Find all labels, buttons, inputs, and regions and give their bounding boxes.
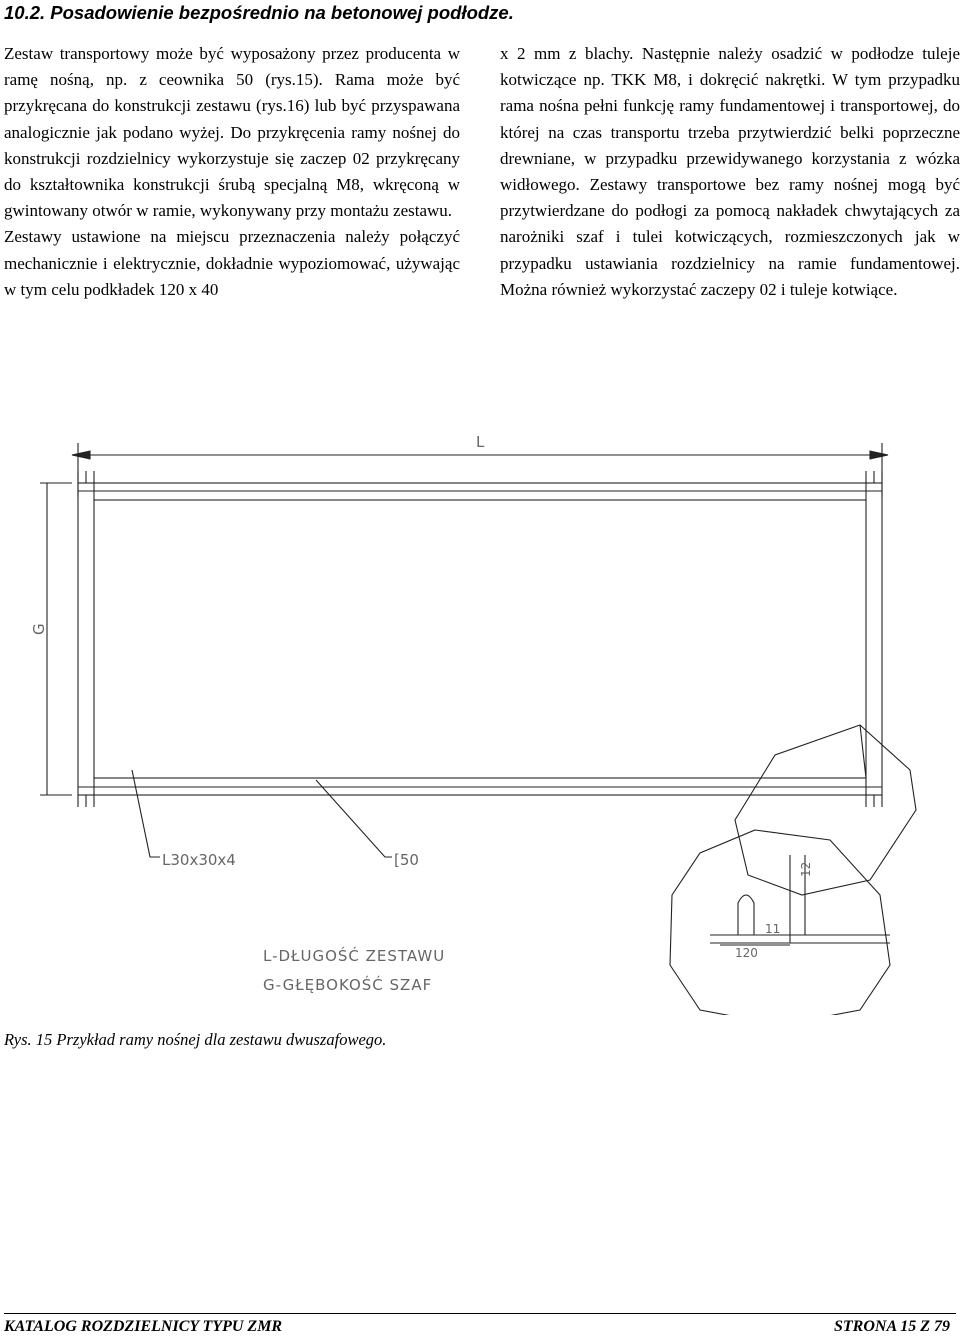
frame-inner [94,500,866,778]
detail-dim-120: 120 [735,946,758,960]
left-text-column [4,41,460,303]
footer-catalog-title: KATALOG ROZDZIELNICY TYPU ZMR [4,1318,283,1335]
detail-dim-11: 11 [765,922,781,936]
figure-caption: Rys. 15 Przykład ramy nośnej dla zestawu dwuszafowego. [4,1030,387,1049]
footer-page-number: STRONA 15 Z 79 [833,1318,950,1335]
detail-small-octagon [735,725,916,895]
frame-outer [78,483,882,795]
dim-label-G: G [30,623,48,635]
paragraph: Zestaw transportowy może być wyposażony przez producenta w ramę nośną, np. z ceownika 50 (rys.15). Rama może być przykręcana do konstrukcji zestawu (rys.16) lub być przyspawana analogicznie jak podano wyżej. Do przykręcenia ramy nośnej do konstrukcji rozdzielnicy wykorzystuje się zaczep 02 przykręcany do kształtownika konstrukcji śrubą specjalną M8, wkręconą w gwintowany otwór w ramie, wykonywany przy montażu zestawu. [4,44,460,221]
paragraph: Zestawy ustawione na miejscu przeznaczenia należy połączyć mechanicznie i elektrycznie, dokładnie wypoziomować, używając w tym celu podkładek 120 x 40 [4,227,460,299]
dim-label-L: L [476,433,485,451]
footer-rule [4,1313,956,1314]
leader-angle [132,770,160,857]
label-channel-profile: [50 [394,851,419,869]
anchor-tab-tl [78,471,94,500]
legend-G: G-GŁĘBOKOŚĆ SZAF [263,976,433,994]
frame-drawing [0,425,960,1015]
label-angle-profile: L30x30x4 [162,851,236,869]
detail-dim-12: 12 [799,861,813,877]
slot-detail [738,895,754,935]
anchor-tab-bl [78,778,94,807]
right-text-column [500,41,960,303]
section-heading: 10.2. Posadowienie bezpośrednio na betonowej podłodze. [4,2,514,23]
anchor-tab-br [866,778,882,807]
legend-L: L-DŁUGOŚĆ ZESTAWU [263,947,446,965]
arrow-left [72,451,90,459]
anchor-tab-tr [866,471,882,500]
paragraph: x 2 mm z blachy. Następnie należy osadzić w podłodze tuleje kotwiczące np. TKK M8, i dokręcić nakrętki. W tym przypadku rama nośna pełni funkcję ramy fundamentowej i transportowej, do której na czas transportu trzeba przytwierdzić belki poprzeczne drewniane, w przypadku przewidywanego korzystania z wózka widłowego. Zestawy transportowe bez ramy nośnej mogą być przytwierdzane do podłogi za pomocą nakładek chwytających za narożniki szaf i tulei kotwiczących, rozmieszczonych jak w przypadku ustawiania rozdzielnicy na ramie fundamentowej. Można również wykorzystać zaczepy 02 i tuleje kotwiące. [500,44,960,299]
arrow-right [870,451,888,459]
leader-channel [316,780,392,857]
